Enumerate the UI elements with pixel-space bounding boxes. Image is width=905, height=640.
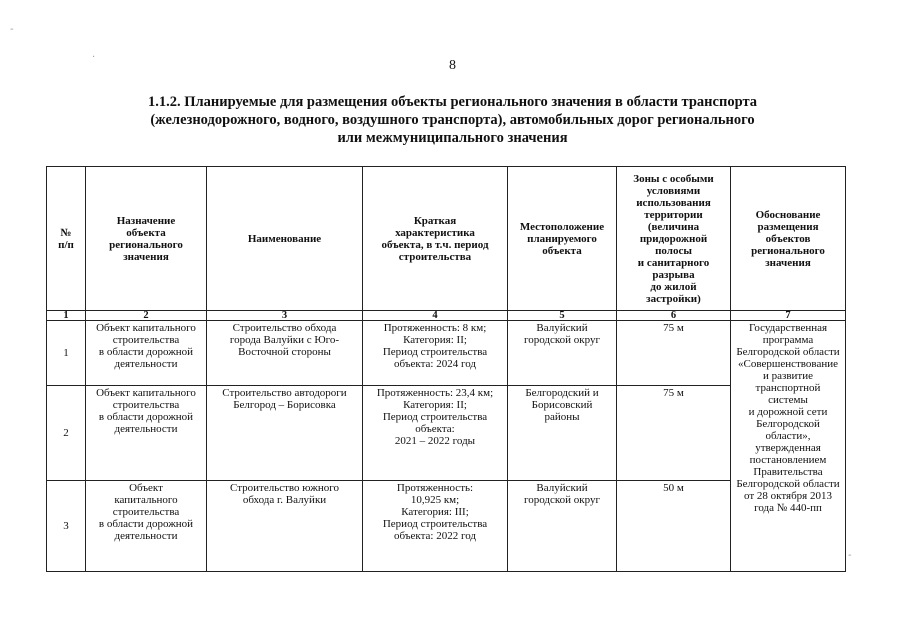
title-line-1: 1.1.2. Планируемые для размещения объекты регионального значения в области транспорта xyxy=(147,94,757,110)
column-number: 6 xyxy=(617,311,731,321)
row-number: 3 xyxy=(47,481,86,572)
column-number: 1 xyxy=(47,311,86,321)
row-zones: 75 м xyxy=(617,386,731,481)
row-zones: 50 м xyxy=(617,481,731,572)
document-title xyxy=(90,93,815,147)
row-characteristics: Протяженность: 8 км; Категория: II; Период строительства объекта: 2024 год xyxy=(363,321,508,386)
row-location: Валуйский городской округ xyxy=(508,321,617,386)
title-line-3: или межмуниципального значения xyxy=(337,130,568,146)
header-name: Наименование xyxy=(207,167,363,311)
header-purpose: Назначение объекта регионального значения xyxy=(86,167,207,311)
column-number: 7 xyxy=(731,311,846,321)
title-line-2: (железнодорожного, водного, воздушного транспорта), автомобильных дорог регионального xyxy=(150,112,755,128)
table-header-row xyxy=(47,167,846,311)
row-characteristics: Протяженность: 23,4 км; Категория: II; Период строительства объекта: 2021 – 2022 годы xyxy=(363,386,508,481)
row-purpose: Объект капитального строительства в области дорожной деятельности xyxy=(86,481,207,572)
header-number: № п/п xyxy=(47,167,86,311)
column-number: 3 xyxy=(207,311,363,321)
header-characteristics: Краткая характеристика объекта, в т.ч. период строительства xyxy=(363,167,508,311)
table-row xyxy=(47,481,846,572)
row-location: Валуйский городской округ xyxy=(508,481,617,572)
header-zones: Зоны с особыми условиями использования территории (величина придорожной полосы и санитарного разрыва до жилой застройки) xyxy=(617,167,731,311)
regional-objects-table xyxy=(46,166,846,572)
column-number-row xyxy=(47,311,846,321)
header-location: Местоположение планируемого объекта xyxy=(508,167,617,311)
page-number: 8 xyxy=(449,58,456,73)
row-location: Белгородский и Борисовский районы xyxy=(508,386,617,481)
table-row xyxy=(47,386,846,481)
row-name: Строительство обхода города Валуйки с Юго- Восточной стороны xyxy=(207,321,363,386)
column-number: 2 xyxy=(86,311,207,321)
row-number: 2 xyxy=(47,386,86,481)
column-number: 4 xyxy=(363,311,508,321)
row-number: 1 xyxy=(47,321,86,386)
row-name: Строительство южного обхода г. Валуйки xyxy=(207,481,363,572)
row-purpose: Объект капитального строительства в области дорожной деятельности xyxy=(86,386,207,481)
row-purpose: Объект капитального строительства в области дорожной деятельности xyxy=(86,321,207,386)
header-basis: Обоснование размещения объектов регионального значения xyxy=(731,167,846,311)
table-row xyxy=(47,321,846,386)
row-zones: 75 м xyxy=(617,321,731,386)
row-name: Строительство автодороги Белгород – Борисовка xyxy=(207,386,363,481)
column-number: 5 xyxy=(508,311,617,321)
row-basis: Государственная программа Белгородской области «Совершенствование и развитие транспортной системы и дорожной сети Белгородской области», утвержденная постановлением Правительства Белгородской области от 28 октября 2013 года № 440-пп xyxy=(731,321,846,572)
row-characteristics: Протяженность: 10,925 км; Категория: III; Период строительства объекта: 2022 год xyxy=(363,481,508,572)
